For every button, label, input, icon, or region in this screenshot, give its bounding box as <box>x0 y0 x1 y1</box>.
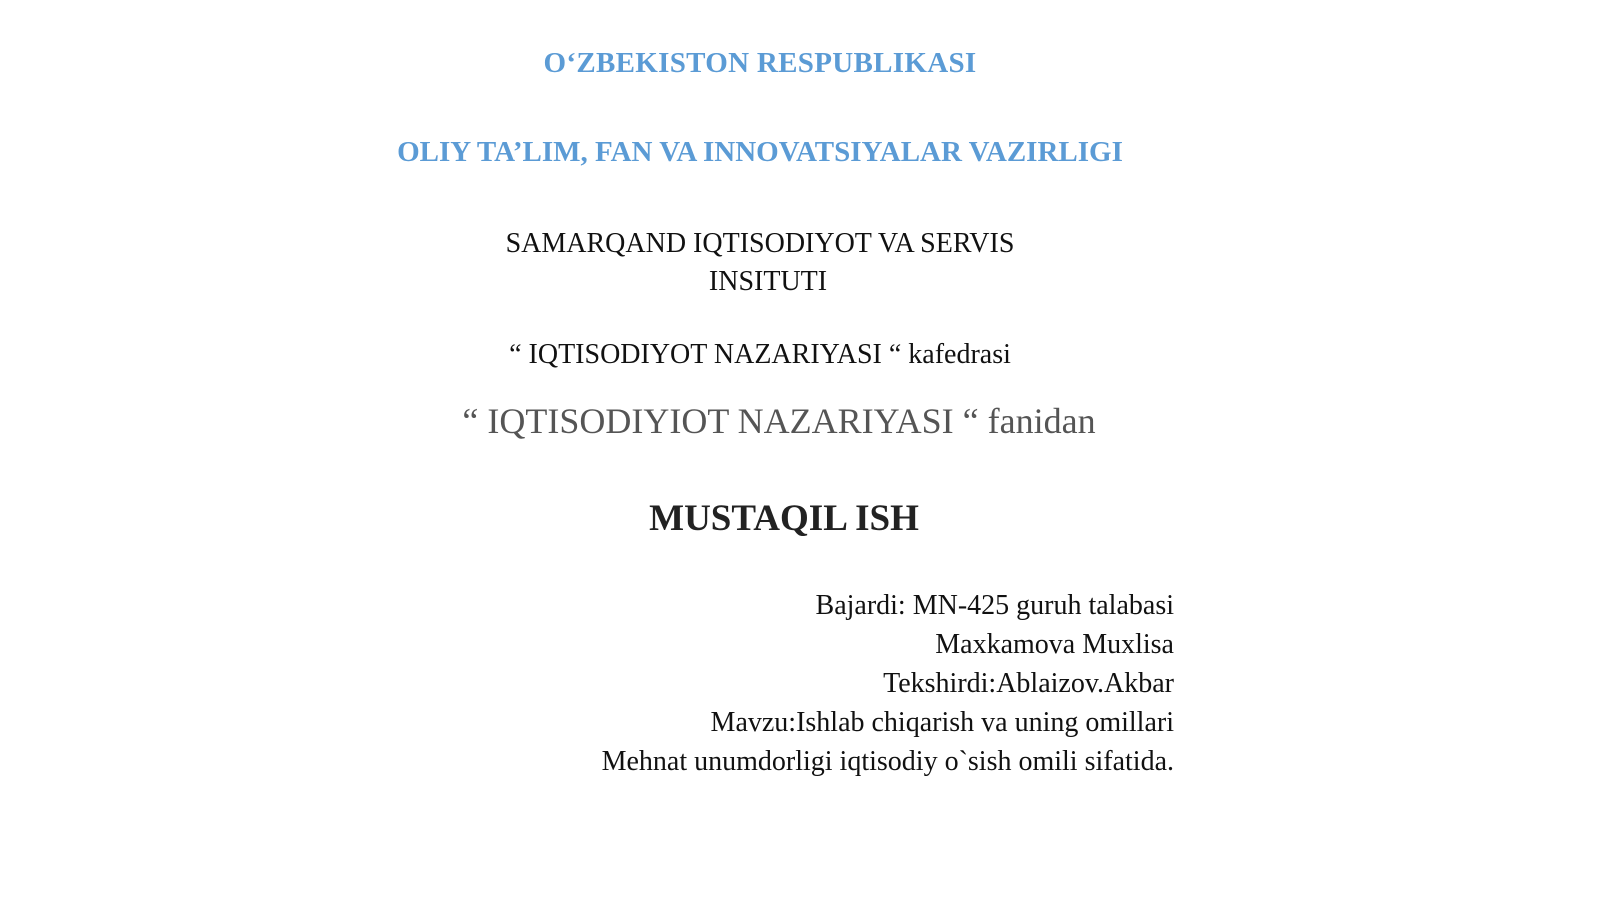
institute-name-line2: INSITUTI <box>708 266 828 297</box>
ministry-heading: OLIY TA’LIM, FAN VA INNOVATSIYALAR VAZIRLIGI <box>397 136 1123 168</box>
topic-line-continued: Mehnat unumdorligi iqtisodiy o`sish omili sifatida. <box>601 746 1174 777</box>
work-title: MUSTAQIL ISH <box>649 498 919 539</box>
author-name: Maxkamova Muxlisa <box>935 629 1174 660</box>
author-line: Bajardi: MN-425 guruh talabasi <box>815 590 1174 621</box>
reviewer-line: Tekshirdi:Ablaizov.Akbar <box>883 668 1174 699</box>
institute-name-line1: SAMARQAND IQTISODIYOT VA SERVIS <box>505 228 1015 259</box>
subject-line: “ IQTISODIYIOT NAZARIYASI “ fanidan <box>462 401 1096 441</box>
department-line: “ IQTISODIYOT NAZARIYASI “ kafedrasi <box>509 339 1011 370</box>
country-heading: O‘ZBEKISTON RESPUBLIKASI <box>543 47 977 79</box>
topic-line: Mavzu:Ishlab chiqarish va uning omillari <box>710 707 1174 738</box>
